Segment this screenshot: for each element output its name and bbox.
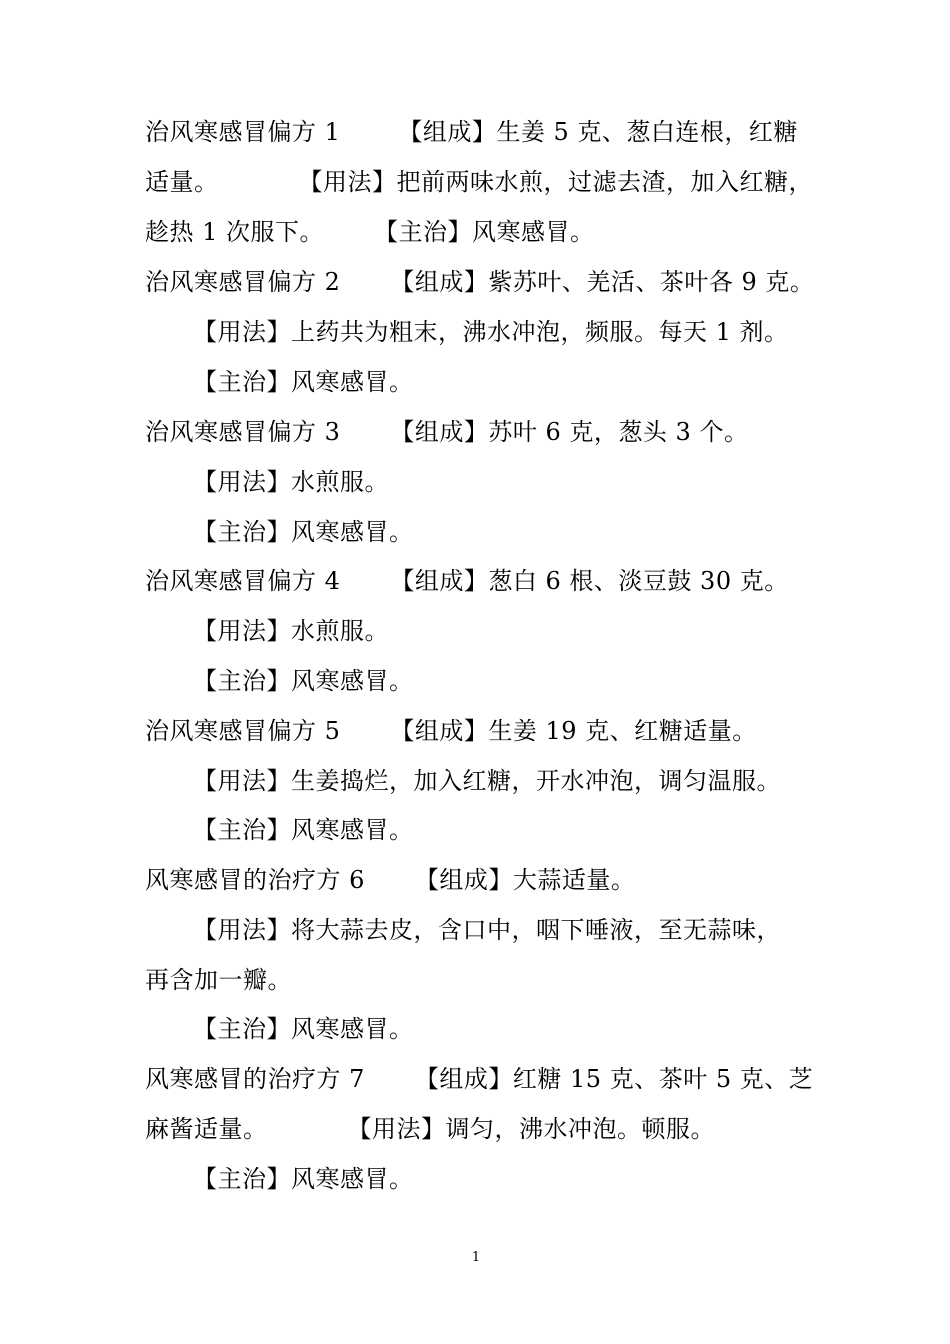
recipe-6-line-1 <box>145 865 635 895</box>
recipe-7-title: 风寒感冒的治疗方 7 <box>145 1065 365 1093</box>
recipe-5-line-1 <box>145 716 757 746</box>
recipe-5-usage: 【用法】生姜捣烂，加入红糖，开水冲泡，调匀温服。 <box>193 767 781 795</box>
recipe-5-title: 治风寒感冒偏方 5 <box>145 717 341 745</box>
recipe-7-composition: 【组成】红糖 15 克、茶叶 5 克、芝 <box>414 1065 814 1093</box>
recipe-7-composition-cont: 麻酱适量。 <box>145 1115 268 1143</box>
recipe-2-usage: 【用法】上药共为粗末，沸水冲泡，频服。每天 1 剂。 <box>193 318 789 346</box>
recipe-7-usage: 【用法】调匀，沸水冲泡。顿服。 <box>347 1115 715 1143</box>
recipe-3-title: 治风寒感冒偏方 3 <box>145 418 341 446</box>
recipe-7-line-2 <box>145 1114 715 1144</box>
recipe-1-line-3 <box>145 217 595 247</box>
recipe-4-indication: 【主治】风寒感冒。 <box>193 667 414 695</box>
recipe-3-line-1 <box>145 417 748 447</box>
recipe-7-line-1 <box>145 1064 813 1094</box>
page-number: 1 <box>471 1250 481 1265</box>
recipe-4-usage: 【用法】水煎服。 <box>193 617 389 645</box>
recipe-2-indication: 【主治】风寒感冒。 <box>193 368 414 396</box>
recipe-2-line-1 <box>145 267 814 297</box>
recipe-7-indication: 【主治】风寒感冒。 <box>193 1165 414 1193</box>
recipe-6-indication: 【主治】风寒感冒。 <box>193 1015 414 1043</box>
recipe-3-usage: 【用法】水煎服。 <box>193 468 389 496</box>
recipe-1-title: 治风寒感冒偏方 1 <box>145 118 341 146</box>
recipe-2-title: 治风寒感冒偏方 2 <box>145 268 341 296</box>
recipe-1-line-2 <box>145 167 813 197</box>
recipe-1-line-1 <box>145 117 798 147</box>
recipe-1-composition-cont: 适量。 <box>145 168 219 196</box>
recipe-3-indication: 【主治】风寒感冒。 <box>193 518 414 546</box>
recipe-1-indication: 【主治】风寒感冒。 <box>374 218 595 246</box>
recipe-1-usage-cont: 趁热 1 次服下。 <box>145 218 325 246</box>
recipe-5-indication: 【主治】风寒感冒。 <box>193 816 414 844</box>
recipe-6-title: 风寒感冒的治疗方 6 <box>145 866 365 894</box>
recipe-3-composition: 【组成】苏叶 6 克，葱头 3 个。 <box>390 418 749 446</box>
recipe-6-usage-cont: 再含加一瓣。 <box>145 966 292 994</box>
recipe-4-line-1 <box>145 566 789 596</box>
recipe-6-usage: 【用法】将大蒜去皮，含口中，咽下唾液，至无蒜味， <box>193 916 781 944</box>
recipe-4-title: 治风寒感冒偏方 4 <box>145 567 341 595</box>
recipe-2-composition: 【组成】紫苏叶、羌活、茶叶各 9 克。 <box>390 268 815 296</box>
recipe-6-composition: 【组成】大蒜适量。 <box>414 866 636 894</box>
recipe-4-composition: 【组成】葱白 6 根、淡豆鼓 30 克。 <box>390 567 789 595</box>
recipe-5-composition: 【组成】生姜 19 克、红糖适量。 <box>390 717 757 745</box>
recipe-1-usage: 【用法】把前两味水煎，过滤去渣，加入红糖， <box>298 168 813 196</box>
recipe-1-composition: 【组成】生姜 5 克、葱白连根，红糖 <box>398 118 798 146</box>
